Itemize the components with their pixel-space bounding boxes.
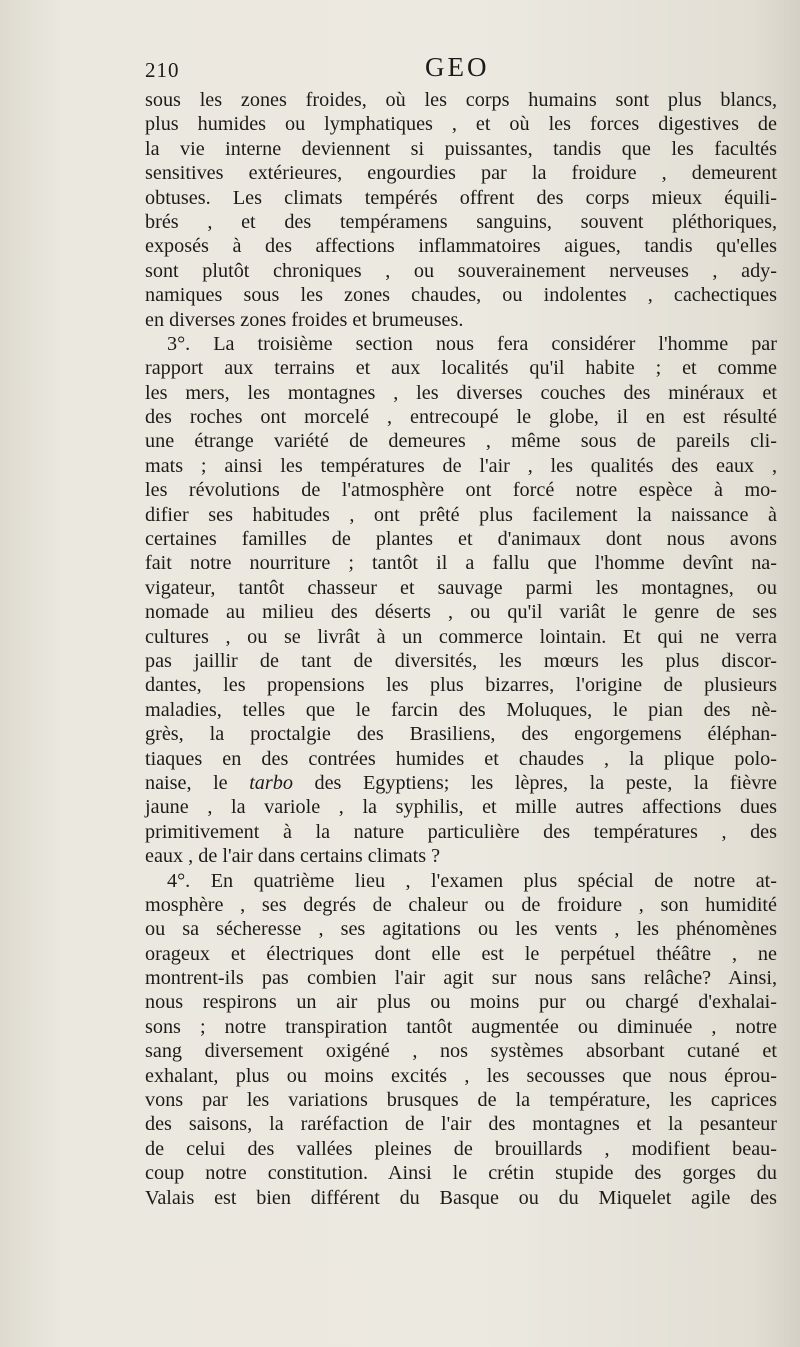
text-line: des roches ont morcelé , entrecoupé le globe, il en est résulté [145, 406, 777, 429]
running-head: GEO [425, 52, 490, 82]
text-line: certaines familles de plantes et d'animaux dont nous avons [145, 528, 777, 551]
text-line: coup notre constitution. Ainsi le crétin stupide des gorges du [145, 1162, 777, 1185]
text-line: difier ses habitudes , ont prêté plus facilement la naissance à [145, 503, 777, 526]
text-line: tiaques en des contrées humides et chaudes , la plique polo- [145, 747, 777, 770]
text-line: cultures , ou se livrât à un commerce lointain. Et qui ne verra [145, 625, 777, 648]
text-line: Valais est bien différent du Basque ou du Miquelet agile des [145, 1186, 777, 1209]
text-line: rapport aux terrains et aux localités qu'il habite ; et comme [145, 357, 777, 380]
text-line: en diverses zones froides et brumeuses. [145, 308, 464, 331]
text-line: 3°. La troisième section nous fera considérer l'homme par [167, 332, 777, 355]
text-line: de celui des vallées pleines de brouillards , modifient beau- [145, 1137, 777, 1160]
italic-word: tarbo [249, 771, 293, 794]
text-line: nous respirons un air plus ou moins pur ou chargé d'exhalai- [145, 991, 777, 1014]
text-line: obtuses. Les climats tempérés offrent des corps mieux équili- [145, 186, 777, 209]
text-line: pas jaillir de tant de diversités, les mœurs les plus discor- [145, 649, 777, 672]
text-line: les mers, les montagnes , les diverses couches des minéraux et [145, 381, 777, 404]
text-line: montrent-ils pas combien l'air agit sur nous sans relâche? Ainsi, [145, 967, 777, 990]
text-line: grès, la proctalgie des Brasiliens, des engorgemens éléphan- [145, 723, 777, 746]
text-line: namiques sous les zones chaudes, ou indolentes , cachectiques [145, 284, 777, 307]
text-line: sons ; notre transpiration tantôt augmentée ou diminuée , notre [145, 1015, 777, 1038]
text-line: jaune , la variole , la syphilis, et mille autres affections dues [145, 796, 777, 819]
text-line: sang diversement oxigéné , nos systèmes absorbant cutané et [145, 1040, 777, 1063]
text-line: sous les zones froides, où les corps humains sont plus blancs, [145, 89, 777, 111]
text-line: fait notre nourriture ; tantôt il a fallu que l'homme devînt na- [145, 552, 777, 575]
text-line: plus humides ou lymphatiques , et où les forces digestives de [145, 113, 777, 136]
text-line: une étrange variété de demeures , même sous de pareils cli- [145, 430, 777, 453]
text-line: mosphère , ses degrés de chaleur ou de froidure , son humidité [145, 893, 777, 916]
text-line: orageux et électriques dont elle est le perpétuel théâtre , ne [145, 942, 777, 965]
text-line: maladies, telles que le farcin des Moluques, le pian des nè- [145, 698, 777, 721]
text-line: exposés à des affections inflammatoires aigues, tandis qu'elles [145, 235, 777, 258]
page-header [145, 52, 780, 84]
text-line: primitivement à la nature particulière des températures , des [145, 820, 777, 843]
text-line: ou sa sécheresse , ses agitations ou les vents , les phénomènes [145, 918, 777, 941]
text-line: la vie interne deviennent si puissantes, tandis que les facultés [145, 137, 777, 160]
text-line: nomade au milieu des déserts , ou qu'il variât le genre de ses [145, 601, 777, 624]
text-line: sont plutôt chroniques , ou souverainement nerveuses , ady- [145, 259, 777, 282]
text-line: brés , et des tempéramens sanguins, souvent pléthoriques, [145, 210, 777, 233]
body-text [145, 88, 777, 1210]
text-line: 4°. En quatrième lieu , l'examen plus spécial de notre at- [167, 869, 777, 892]
text-line: vigateur, tantôt chasseur et sauvage parmi les montagnes, ou [145, 576, 777, 599]
text-line: vons par les variations brusques de la température, les caprices [145, 1089, 777, 1112]
text-line: sensitives extérieures, engourdies par la froidure , demeurent [145, 162, 777, 185]
text-line: les révolutions de l'atmosphère ont forcé notre espèce à mo- [145, 479, 777, 502]
text-line: des saisons, la raréfaction de l'air des montagnes et la pesanteur [145, 1113, 777, 1136]
page-number: 210 [145, 58, 180, 82]
text-line: eaux , de l'air dans certains climats ? [145, 845, 441, 868]
text-line: exhalant, plus ou moins excités , les secousses que nous éprou- [145, 1064, 777, 1087]
text-line: dantes, les propensions les plus bizarres, l'origine de plusieurs [145, 674, 777, 697]
text-line: mats ; ainsi les températures de l'air , les qualités des eaux , [145, 454, 777, 477]
text-line-italic-mix: naise, le tarbo des Egyptiens; les lèpres, la peste, la fièvre [145, 771, 777, 794]
